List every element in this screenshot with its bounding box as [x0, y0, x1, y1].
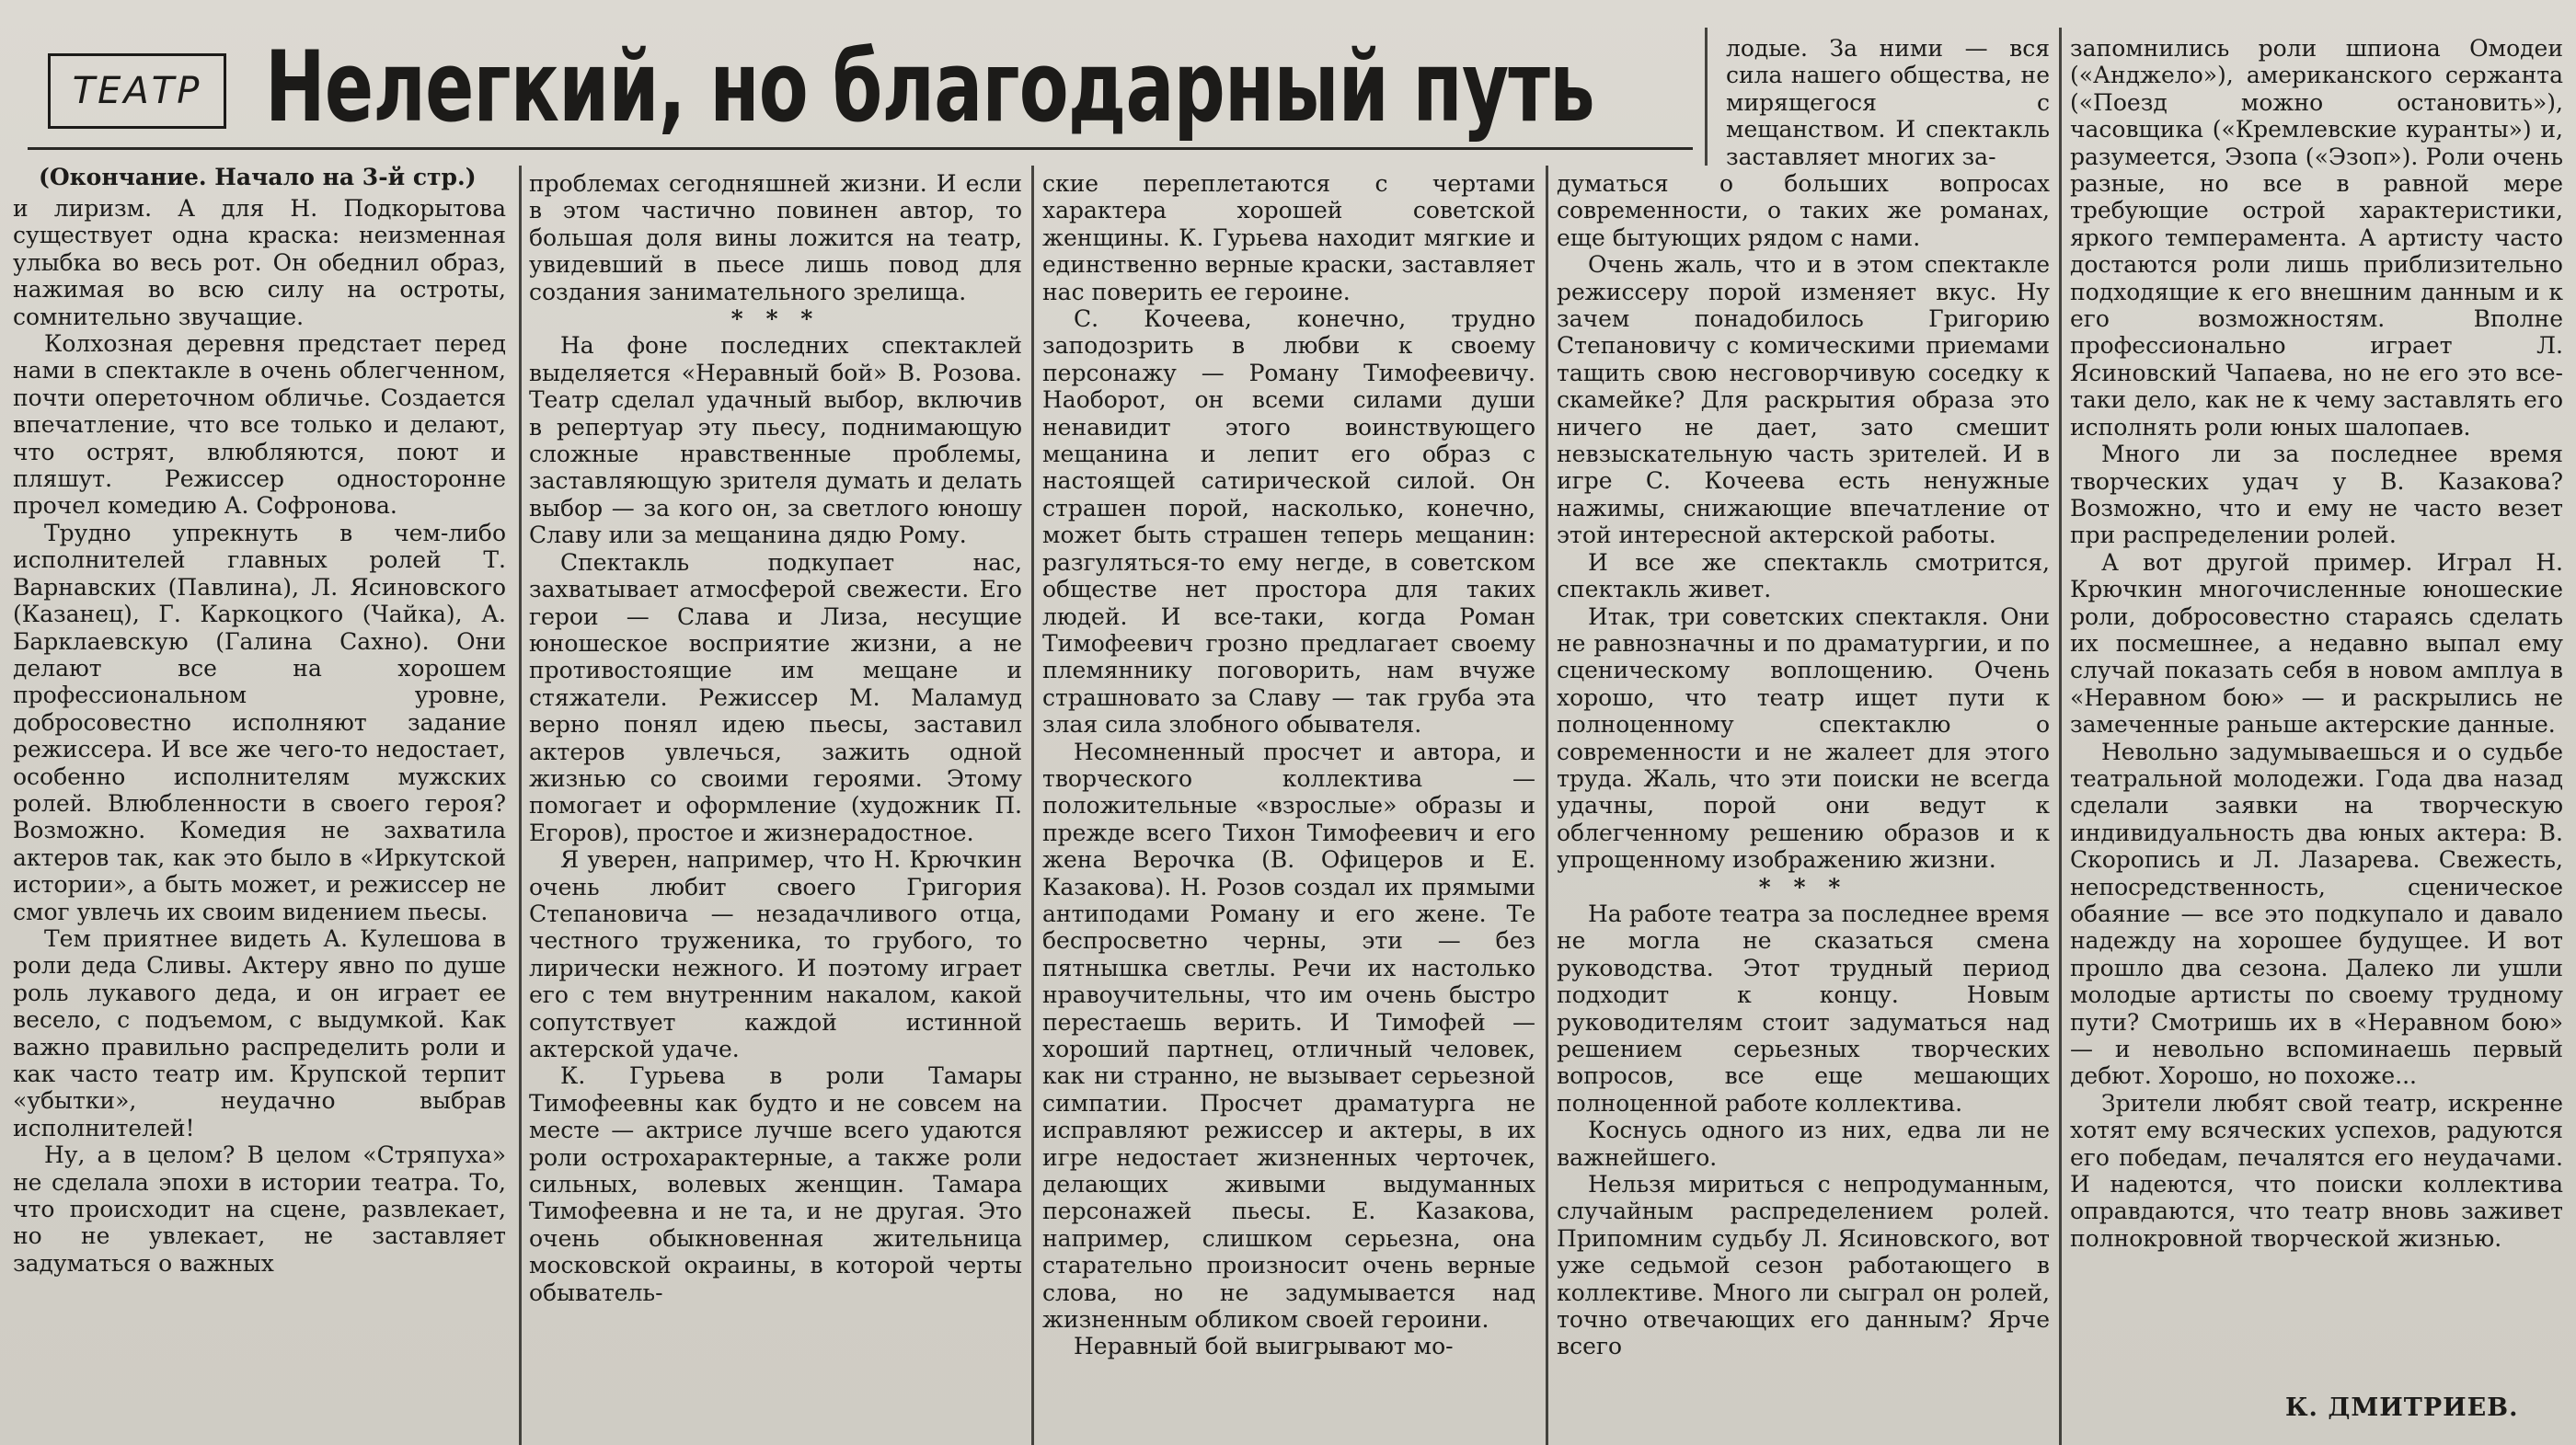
- rubric-label: ТЕАТР: [48, 53, 226, 129]
- section-separator: * * *: [730, 305, 821, 333]
- column-rule: [519, 166, 522, 1445]
- col2-paragraph: На фоне последних спектаклей выделяется «Неравный бой» В. Розова. Театр сделал удачный выбор, включив в репертуар эту пьесу, поднимающую сложные нравственные проблемы, заставляющую зрителя думать и делать выбор — за кого он, за светлого юношу Славу или за мещанина дядю Рому.: [529, 332, 1022, 549]
- col4-paragraph: Коснусь одного из них, едва ли не важнейшего.: [1557, 1117, 2050, 1171]
- author-signature: К. ДМИТРИЕВ.: [2285, 1393, 2519, 1422]
- col3-paragraph: Неравный бой выигрывают мо-: [1074, 1333, 1454, 1360]
- column-rule: [1546, 166, 1548, 1445]
- column-2: [529, 170, 1022, 1444]
- col4-paragraph: На работе театра за последнее время не могла не сказаться смена руководства. Этот трудный период подходит к концу. Новым руководителям стоит задуматься над решением серьезных творческих вопросов, все еще мешающих полноценной работе коллектива.: [1557, 900, 2050, 1117]
- col1-paragraph: Колхозная деревня предстает перед нами в спектакле в очень облегченном, почти опереточном обличье. Создается впечатление, что все только и делают, что острят, влюбляются, поют и пляшут. Режиссер односторонне прочел комедию А. Софронова.: [13, 330, 506, 520]
- col3-paragraph: ские переплетаются с чертами характера хорошей советской женщины. К. Гурьева находит мягкие и единственно верные краски, заставляет нас поверить ее героине.: [1042, 170, 1535, 305]
- col2-paragraph: Спектакль подкупает нас, захватывает атмосферой свежести. Его герои — Слава и Лиза, несущие юношеское восприятие жизни, а не противостоящие им мещане и стяжатели. Режиссер М. Маламуд верно понял идею пьесы, заставил актеров увлечься, зажить одной жизнью со своими героями. Этому помогает и оформление (художник П. Егоров), простое и жизнерадостное.: [529, 548, 1022, 846]
- column-rule: [1031, 166, 1034, 1445]
- col3-paragraph: С. Кочеева, конечно, трудно заподозрить в любви к своему персонажу — Роману Тимофеевичу. Наоборот, он всеми силами души ненавидит этого воинствующего мещанина и лепит его образ с настоящей сатирической силой. Он страшен порой, насколько, конечно, может быть страшен теперь мещанин: разгуляться-то ему негде, в советском обществе нет простора для таких людей. И все-таки, когда Роман Тимофеевич грозно предлагает своему племяннику поговорить, нам вчуже страшновато за Славу — так груба эта злая сила злобного обывателя.: [1042, 305, 1535, 739]
- col5-paragraph: А вот другой пример. Играл Н. Крючкин многочисленные юношеские роли, добросовестно стараясь сделать их посмешнее, а недавно выпал ему случай показать себя в новом амплуа в «Неравном бою» — и раскрылись не замеченные раньше актерские данные.: [2070, 548, 2563, 739]
- col5-paragraph: запомнились роли шпиона Омодеи («Анджело»), американского сержанта («Поезд можно остановить»), часовщика («Кремлевские куранты») и, разумеется, Эзопа («Эзоп»). Роли очень разные, но все в равной мере требующие острой характеристики, яркого темперамента. А артисту часто достаются роли лишь приблизительно подходящие к его внешним данным и к его возможностям. Вполне профессионально играет Л. Ясиновский Чапаева, но не его это все-таки дело, как не к чему заставлять его исполнять роли юных шалопаев.: [2070, 35, 2563, 441]
- col4-paragraph: думаться о больших вопросах современности, о таких же романах, еще бытующих рядом с нами.: [1557, 170, 2050, 251]
- col4-paragraph: Очень жаль, что и в этом спектакле режиссеру порой изменяет вкус. Ну зачем понадобилось Григорию Степановичу с комическими приемами тащить свою несговорчивую соседку к скамейке? Для раскрытия образа это ничего не дает, зато смешит невзыскательную часть зрителей. И в игре С. Кочеева есть ненужные нажимы, снижающие впечатление от этой интересной актерской работы.: [1557, 251, 2050, 549]
- article-headline: Нелегкий, но благодарный путь: [265, 30, 1594, 143]
- continuation-note: (Окончание. Начало на 3-й стр.): [39, 164, 477, 190]
- col3-paragraph: Несомненный просчет и автора, и творческого коллектива — положительные «взрослые» образы и прежде всего Тихон Тимофеевич и его жена Верочка (В. Офицеров и Е. Казакова). Н. Розов создал их прямыми антиподами Роману и его жене. Те беспросветно черны, эти — без пятнышка светлы. Речи их настолько нравоучительны, что им очень быстро перестаешь верить. И Тимофей — хороший партнец, отличный человек, как ни странно, не вызывает серьезной симпатии. Просчет драматурга не исправляют режиссер и актеры, в их игре недостает жизненных черточек, делающих живыми выдуманных персонажей пьесы. Е. Казакова, например, слишком серьезна, она старательно произносит очень верные слова, но не задумывается над жизненным обликом своей героини.: [1042, 738, 1535, 1334]
- col2-paragraph: К. Гурьева в роли Тамары Тимофеевны как будто и не совсем на месте — актрисе лучше всего удаются роли острохарактерные, а также роли сильных, волевых женщин. Тамара Тимофеевна и не та, и не другая. Это очень обыкновенная жительница московской окраины, в которой черты обыватель-: [529, 1062, 1022, 1306]
- col1-paragraph: и лиризм. А для Н. Подкорытова существует одна краска: неизменная улыбка во весь рот. Он обеднил образ, нажимая во всю силу на остроты, сомнительно звучащие.: [13, 195, 506, 330]
- col1-paragraph: Ну, а в целом? В целом «Стряпуха» не сделала эпохи в истории театра. То, что происходит на сцене, развлекает, но не увлекает, не заставляет задуматься о важных: [13, 1141, 506, 1277]
- column-1: [13, 195, 506, 1444]
- column-rule: [2059, 28, 2062, 1445]
- section-separator: * * *: [1758, 873, 1848, 900]
- col1-paragraph: Тем приятнее видеть А. Кулешова в роли деда Сливы. Актеру явно по душе роль лукавого деда, и он играет ее весело, с подъемом, с выдумкой. Как важно правильно распределить роли и как часто театр им. Крупской терпит «убытки», неудачно выбрав исполнителей!: [13, 924, 506, 1141]
- col4-paragraph: Нельзя мириться с непродуманным, случайным распределением ролей. Припомним судьбу Л. Ясиновского, вот уже седьмой сезон работающего в коллективе. Много ли сыграл он ролей, точно отвечающих его данным? Ярче всего: [1557, 1171, 2050, 1360]
- col5-paragraph: Зрители любят свой театр, искренне хотят ему всяческих успехов, радуются его победам, печалятся его неудачами. И надеются, что поиски коллектива оправдаются, что театр вновь заживет полнокровной творческой жизнью.: [2070, 1089, 2563, 1252]
- headline-underline: [28, 147, 1693, 150]
- column-4: [1557, 170, 2050, 1444]
- column-rule: [1705, 28, 1708, 166]
- column-3: [1042, 170, 1535, 1444]
- col4-paragraph: Итак, три советских спектакля. Они не равнозначны и по драматургии, и по сценическому воплощению. Очень хорошо, что театр ищет пути к полноценному спектаклю о современности и не жалеет для этого труда. Жаль, что эти поиски не всегда удачны, порой они ведут к облегченному решению образов и к упрощенному изображению жизни.: [1557, 602, 2050, 874]
- column-4-top: [1726, 35, 2050, 173]
- col1-paragraph: Трудно упрекнуть в чем-либо исполнителей главных ролей Т. Варнавских (Павлина), Л. Ясиновского (Казанец), Г. Каркоцкого (Чайка), А. Барклаевскую (Галина Сахно). Они делают все на хорошем профессиональном уровне, добросовестно исполняют задание режиссера. И все же чего-то недостает, особенно исполнителям мужских ролей. Влюбленности в своего героя? Возможно. Комедия не захватила актеров так, как это было в «Иркутской истории», а быть может, и режиссер не смог увлечь их своим видением пьесы.: [13, 519, 506, 925]
- col5-paragraph: Много ли за последнее время творческих удач у В. Казакова? Возможно, что и ему не часто везет при распределении ролей.: [2070, 441, 2563, 549]
- col4-top-paragraph: лодые. За ними — вся сила нашего общества, не мирящегося с мещанством. И спектакль заставляет многих за-: [1726, 35, 2050, 170]
- col4-paragraph: И все же спектакль смотрится, спектакль живет.: [1557, 548, 2050, 603]
- col5-paragraph: Невольно задумываешься и о судьбе театральной молодежи. Года два назад сделали заявки на творческую индивидуальность два юных актера: В. Скоропись и Л. Лазарева. Свежесть, непосредственность, сценическое обаяние — все это подкупало и давало надежду на хорошее будущее. И вот прошло два сезона. Далеко ли ушли молодые артисты по своему трудному пути? Смотришь их в «Неравном бою» — и невольно вспоминаешь первый дебют. Хорошо, но похоже...: [2070, 738, 2563, 1090]
- column-5: [2070, 35, 2563, 1387]
- col2-paragraph: Я уверен, например, что Н. Крючкин очень любит своего Григория Степановича — незадачливого отца, честного труженика, то грубого, то лирически нежного. И поэтому играет его с тем внутренним накалом, какой сопутствует каждой истинной актерской удаче.: [529, 846, 1022, 1062]
- col2-paragraph: проблемах сегодняшней жизни. И если в этом частично повинен автор, то большая доля вины ложится на театр, увидевший в пьесе лишь повод для создания занимательного зрелища.: [529, 170, 1022, 305]
